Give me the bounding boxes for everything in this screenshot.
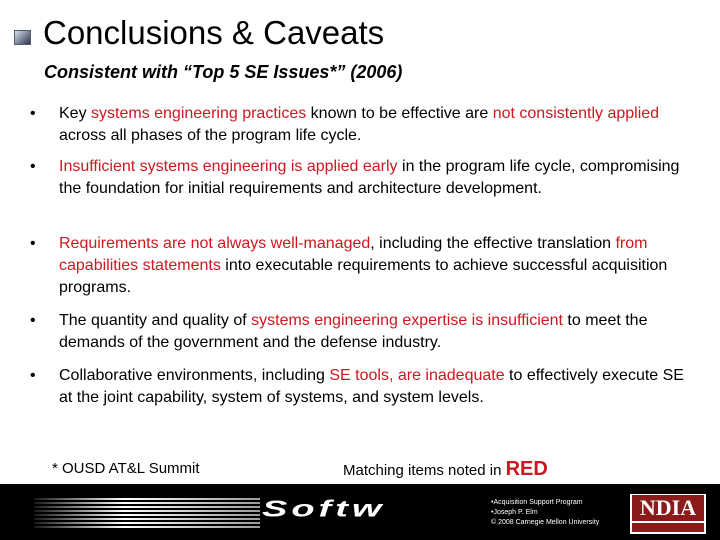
body-text: Collaborative environments, including (59, 367, 330, 384)
body-text: The quantity and quality of (59, 312, 252, 329)
body-text: Key (59, 105, 92, 122)
footnote: * OUSD AT&L Summit (52, 460, 200, 477)
footer-bar (0, 484, 720, 540)
highlighted-text: from capabilities statements (59, 235, 648, 274)
bullet-dot: • (30, 105, 36, 122)
bullet-dot: • (30, 158, 36, 175)
highlighted-text: systems engineering expertise is insufficient (251, 312, 563, 329)
footer-stripes-graphic (34, 498, 260, 532)
page-title: Conclusions & Caveats (43, 14, 385, 51)
ndia-logo-text: NDIA (632, 495, 704, 521)
highlighted-text: not consistently applied (492, 105, 660, 122)
matching-note-red: RED (505, 458, 548, 480)
bullet-text (59, 365, 699, 409)
bullet-dot: • (30, 312, 36, 329)
page-subtitle: Consistent with “Top 5 SE Issues*” (2006) (44, 62, 403, 82)
highlighted-text: SE tools, are inadequate (329, 367, 505, 384)
title-bullet-icon (14, 30, 31, 45)
highlighted-text: Insufficient systems engineering is applied early (59, 158, 398, 175)
body-text: , including the effective translation (370, 235, 616, 252)
bullet-text (59, 310, 699, 354)
bullet-text (59, 156, 699, 200)
software-logo: Softw (262, 496, 386, 522)
matching-note-text: Matching items noted in (343, 462, 506, 479)
matching-note (343, 458, 548, 481)
body-text: known to be effective are (306, 105, 493, 122)
credit-line: •Acquisition Support Program (491, 499, 583, 506)
footer-credits (491, 498, 599, 528)
body-text: into executable requirements to achieve successful acquisition programs. (59, 257, 668, 296)
bullet-text (59, 103, 699, 147)
bullet-dot: • (30, 367, 36, 384)
highlighted-text: systems engineering practices (91, 105, 307, 122)
body-text: across all phases of the program life cycle. (59, 127, 362, 144)
bullet-text (59, 233, 699, 299)
body-text: in the program life cycle, compromising the foundation for initial requirements and architecture development. (59, 158, 680, 197)
credit-line: •Joseph P. Elm (491, 509, 538, 516)
credit-line: © 2008 Carnegie Mellon University (491, 519, 600, 526)
ndia-logo (630, 494, 706, 534)
body-text: to effectively execute SE at the joint capability, system of systems, and system levels. (59, 367, 684, 406)
body-text: to meet the demands of the government and the defense industry. (59, 312, 648, 351)
bullet-dot: • (30, 235, 36, 252)
highlighted-text: Requirements are not always well-managed (59, 235, 371, 252)
